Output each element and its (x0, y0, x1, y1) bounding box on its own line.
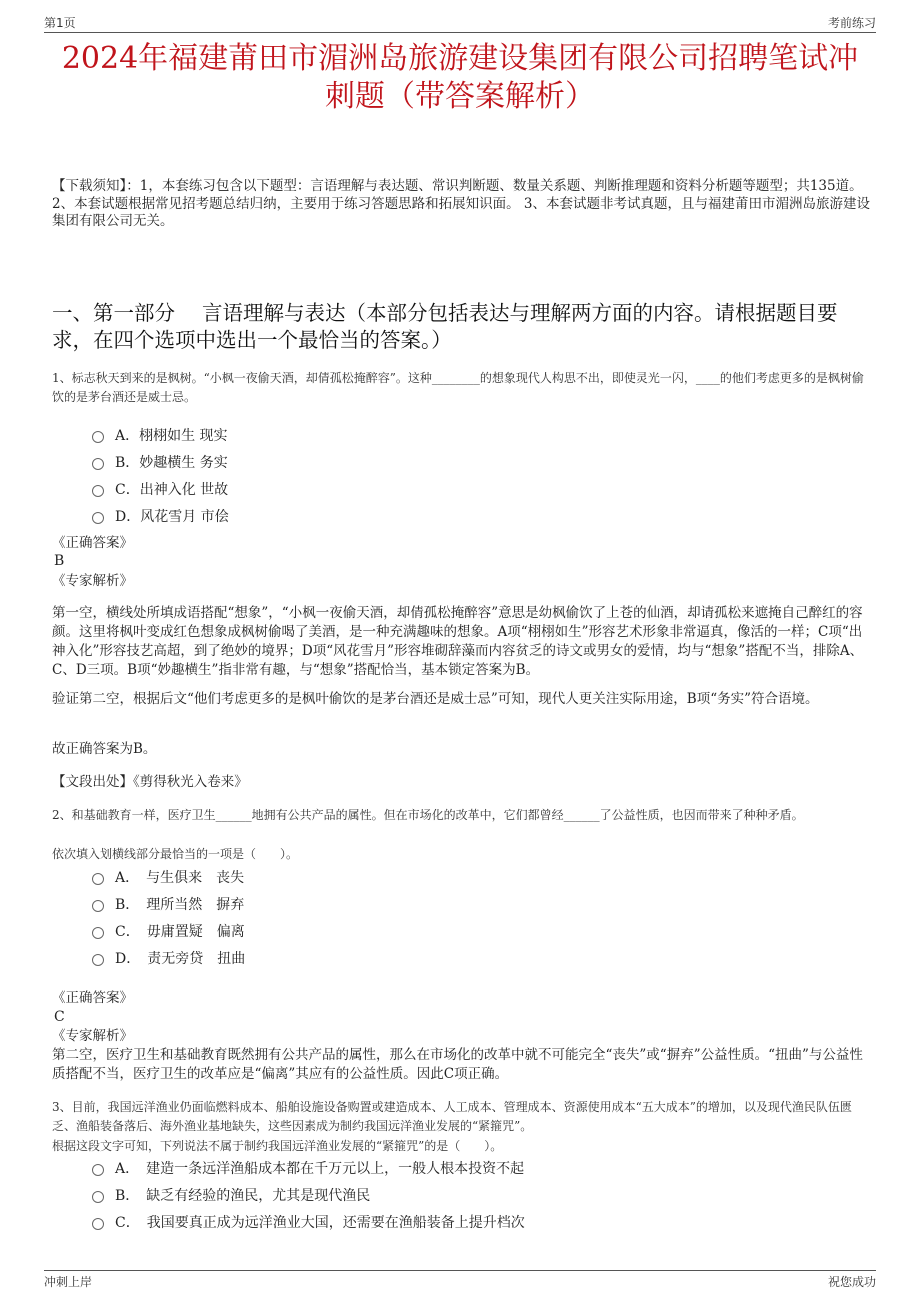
answer-label: 《正确答案》 (52, 990, 133, 1006)
radio-icon[interactable] (92, 512, 104, 524)
option-a[interactable] (92, 863, 245, 890)
option-b[interactable] (92, 448, 229, 475)
answer-value: B (54, 553, 65, 569)
question-3-options (92, 1154, 525, 1235)
answer-value: C (54, 1009, 65, 1025)
radio-icon[interactable] (92, 873, 104, 885)
option-c[interactable] (92, 917, 245, 944)
analysis-label: 《专家解析》 (52, 1028, 133, 1044)
option-label: D．风花雪月 市侩 (115, 508, 229, 525)
radio-icon[interactable] (92, 458, 104, 470)
question-3-prompt: 根据这段文字可知，下列说法不属于制约我国远洋渔业发展的“紧箍咒”的是（ ）。 (52, 1139, 503, 1153)
option-b[interactable] (92, 890, 245, 917)
analysis-paragraph: 第一空，横线处所填成语搭配“想象”，“小枫一夜偷天酒，却倩孤松掩醉容”意思是幼枫偷饮了上苍的仙酒，却请孤松来遮掩自己醉红的容颜。这里将枫叶变成红色想象成枫树偷喝了美酒，是一种充满趣味的想象。A项“栩栩如生”形容艺术形象非常逼真，像活的一样；C项“出神入化”形容技艺高超，到了绝妙的境界；D项“风花雪月”形容堆砌辞藻而内容贫乏的诗文或男女的爱情，均与“想象”搭配不当，排除A、C、D三项。B项“妙趣横生”指非常有趣，与“想象”搭配恰当，基本锁定答案为B。 (52, 605, 864, 678)
option-label: A． 建造一条远洋渔船成本都在千万元以上，一般人根本投资不起 (115, 1160, 525, 1177)
option-d[interactable] (92, 944, 245, 971)
analysis-label: 《专家解析》 (52, 573, 133, 589)
download-notice: 【下载须知】：1，本套练习包含以下题型：言语理解与表达题、常识判断题、数量关系题、判断推理题和资料分析题等题型；共135道。 2、本套试题根据常见招考题总结归纳，主要用于练习答题思路和拓展知识面。 3、本套试题非考试真题，且与福建莆田市湄洲岛旅游建设集团有限公司无关。 (52, 178, 870, 229)
analysis-paragraph: 第二空，医疗卫生和基础教育既然拥有公共产品的属性，那么在市场化的改革中就不可能完全“丧失”或“摒弃”公益性质。“扭曲”与公益性质搭配不当，医疗卫生的改革应是“偏离”其应有的公益性质。因此C项正确。 (52, 1047, 863, 1082)
analysis-conclusion: 故正确答案为B。 (52, 741, 157, 757)
option-label: C．出神入化 世故 (115, 481, 229, 498)
answer-label: 《正确答案》 (52, 535, 133, 551)
question-2-prompt: 依次填入划横线部分最恰当的一项是（ ）。 (52, 847, 299, 861)
radio-icon[interactable] (92, 927, 104, 939)
section-heading: 一、第一部分 言语理解与表达（本部分包括表达与理解两方面的内容。请根据题目要求，在四个选项中选出一个最恰当的答案。） (52, 301, 838, 352)
option-label: C． 毋庸置疑 偏离 (115, 923, 245, 940)
option-label: A． 与生俱来 丧失 (115, 869, 245, 886)
page-header (44, 14, 876, 33)
question-2-stem: 2、和基础教育一样，医疗卫生______地拥有公共产品的属性。但在市场化的改革中，它们都曾经______了公益性质，也因而带来了种种矛盾。 (52, 808, 804, 822)
option-d[interactable] (92, 502, 229, 529)
radio-icon[interactable] (92, 485, 104, 497)
page-footer (44, 1270, 876, 1291)
radio-icon[interactable] (92, 900, 104, 912)
radio-icon[interactable] (92, 431, 104, 443)
footer-right: 祝您成功 (827, 1275, 876, 1289)
option-label: B． 理所当然 摒弃 (115, 896, 245, 913)
radio-icon[interactable] (92, 954, 104, 966)
option-label: B．妙趣横生 务实 (115, 454, 228, 471)
option-label: D． 责无旁贷 扭曲 (115, 950, 246, 967)
question-3-stem: 3、目前，我国远洋渔业仍面临燃料成本、船舶设施设备购置或建造成本、人工成本、管理成本、资源使用成本“五大成本”的增加，以及现代渔民队伍匮乏、渔船装备落后、海外渔业基地缺失，这些因素成为制约我国远洋渔业发展的“紧箍咒”。 (52, 1100, 852, 1133)
radio-icon[interactable] (92, 1191, 104, 1203)
page-number: 第1页 (44, 16, 76, 30)
option-label: A．栩栩如生 现实 (115, 427, 228, 444)
radio-icon[interactable] (92, 1218, 104, 1230)
option-a[interactable] (92, 421, 229, 448)
option-label: B． 缺乏有经验的渔民，尤其是现代渔民 (115, 1187, 371, 1204)
option-a[interactable] (92, 1154, 525, 1181)
question-1-stem: 1、标志秋天到来的是枫树。“小枫一夜偷天酒，却倩孤松掩醉容”。这种________的想象现代人构思不出，即使灵光一闪，____的他们考虑更多的是枫树偷饮的是茅台酒还是威士忌。 (52, 371, 864, 404)
option-c[interactable] (92, 1208, 525, 1235)
source-note: 【文段出处】《剪得秋光入卷来》 (52, 774, 248, 790)
question-1-options (92, 421, 229, 529)
header-note: 考前练习 (827, 16, 876, 30)
option-label: C． 我国要真正成为远洋渔业大国，还需要在渔船装备上提升档次 (115, 1214, 525, 1231)
footer-left: 冲刺上岸 (44, 1275, 93, 1289)
option-b[interactable] (92, 1181, 525, 1208)
analysis-paragraph: 验证第二空，根据后文“他们考虑更多的是枫叶偷饮的是茅台酒还是威士忌”可知，现代人更关注实际用途，B项“务实”符合语境。 (52, 691, 819, 707)
option-c[interactable] (92, 475, 229, 502)
question-2-options (92, 863, 245, 971)
radio-icon[interactable] (92, 1164, 104, 1176)
document-title: 2024年福建莆田市湄洲岛旅游建设集团有限公司招聘笔试冲刺题（带答案解析） (61, 41, 859, 114)
